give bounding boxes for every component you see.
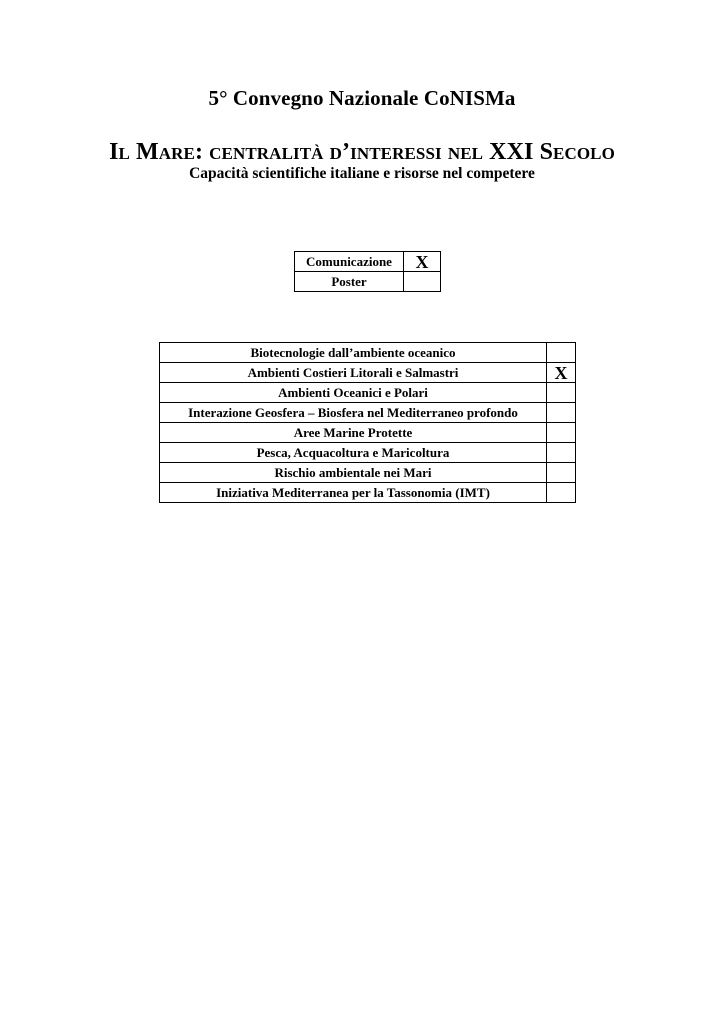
topic-label: Aree Marine Protette [160, 423, 547, 443]
topic-label: Iniziativa Mediterranea per la Tassonomia (IMT) [160, 483, 547, 503]
presentation-type-label: Comunicazione [295, 252, 404, 272]
topic-label: Ambienti Oceanici e Polari [160, 383, 547, 403]
topic-label: Rischio ambientale nei Mari [160, 463, 547, 483]
topic-label: Interazione Geosfera – Biosfera nel Mediterraneo profondo [160, 403, 547, 423]
topic-checkbox[interactable] [547, 443, 576, 463]
topic-checkbox[interactable] [547, 423, 576, 443]
table-row [295, 252, 441, 272]
document-tagline: Capacità scientifiche italiane e risorse nel competere [189, 165, 535, 182]
presentation-type-checkbox[interactable] [404, 252, 441, 272]
presentation-type-label: Poster [295, 272, 404, 292]
table-row [295, 272, 441, 292]
topic-label: Ambienti Costieri Litorali e Salmastri [160, 363, 547, 383]
document-title: 5° Convegno Nazionale CoNISMa [208, 86, 516, 110]
check-mark: X [415, 251, 429, 272]
table-row [160, 343, 576, 363]
topic-checkbox[interactable] [547, 383, 576, 403]
topics-table [159, 342, 576, 503]
topic-checkbox[interactable] [547, 343, 576, 363]
check-mark: X [554, 362, 568, 383]
presentation-type-table [294, 251, 441, 292]
table-row [160, 483, 576, 503]
topic-label: Pesca, Acquacoltura e Maricoltura [160, 443, 547, 463]
table-row [160, 443, 576, 463]
table-row [160, 363, 576, 383]
document-subtitle: Il Mare: centralità d’interessi nel XXI Secolo [109, 139, 615, 165]
topic-checkbox[interactable] [547, 483, 576, 503]
table-row [160, 463, 576, 483]
table-row [160, 403, 576, 423]
table-row [160, 383, 576, 403]
table-row [160, 423, 576, 443]
presentation-type-checkbox[interactable] [404, 272, 441, 292]
topic-checkbox[interactable] [547, 463, 576, 483]
topic-checkbox[interactable] [547, 403, 576, 423]
topic-checkbox[interactable] [547, 363, 576, 383]
topic-label: Biotecnologie dall’ambiente oceanico [160, 343, 547, 363]
